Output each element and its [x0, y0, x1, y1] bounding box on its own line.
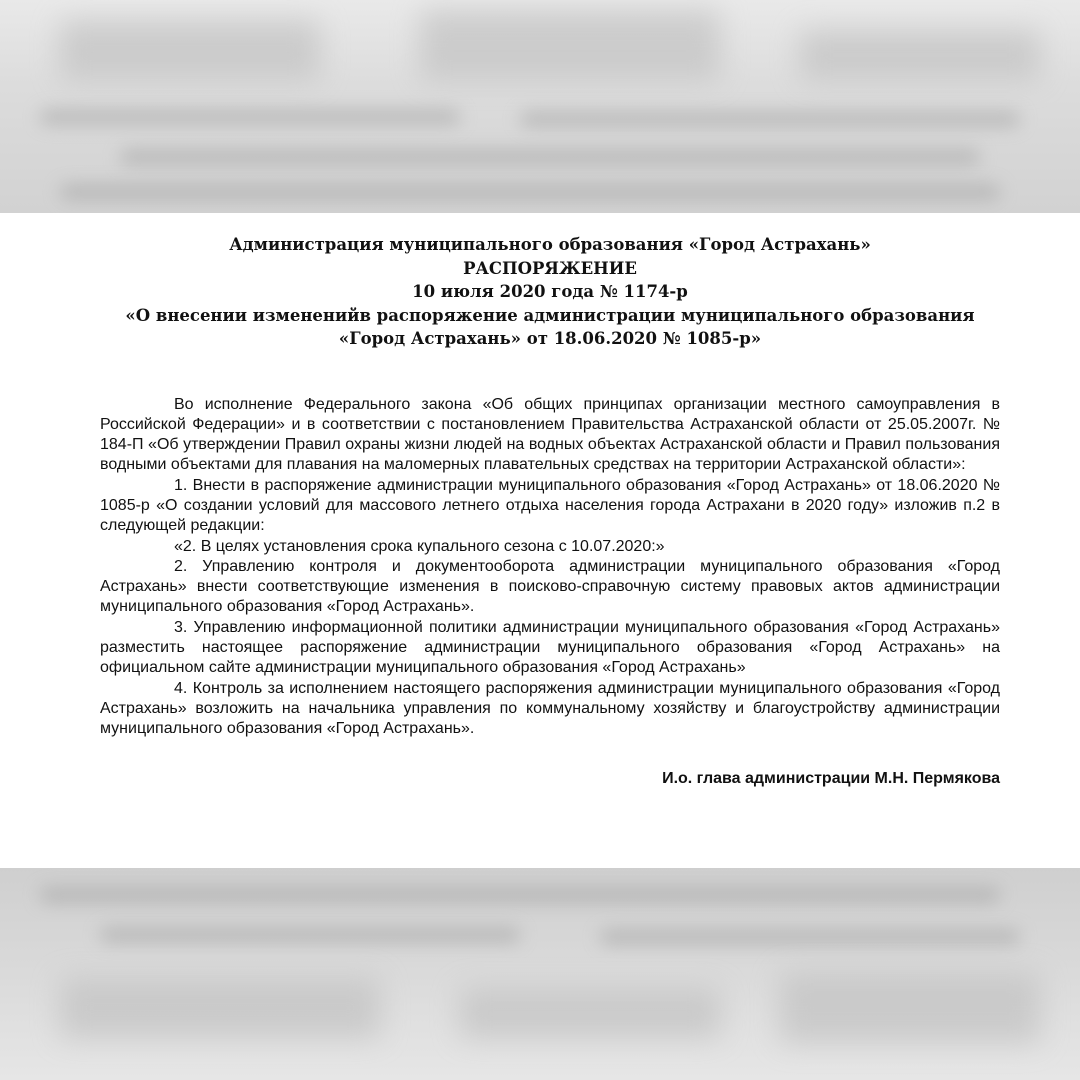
paragraph-item-3: 3. Управлению информационной политики администрации муниципального образования «Город Астрахань» разместить настоящее распоряжение администрации муниципального образования «Город Астрахань» на официальном сайте администрации муниципального образования «Город Астрахань» [100, 618, 1000, 677]
blurred-background-top [0, 0, 1080, 213]
document-body [100, 395, 1000, 740]
paragraph-item-4: 4. Контроль за исполнением настоящего распоряжения администрации муниципального образования «Город Астрахань» возложить на начальника управления по коммунальному хозяйству и благоустройству администрации муниципального образования «Город Астрахань». [100, 679, 1000, 738]
paragraph-item-1: 1. Внести в распоряжение администрации муниципального образования «Город Астрахань» от 18.06.2020 № 1085-р «О создании условий для массового летнего отдыха населения города Астрахани в 2020 году» изложив п.2 в следующей редакции: [100, 476, 1000, 535]
document-type: РАСПОРЯЖЕНИЕ [463, 258, 637, 278]
document-title-line-1: «О внесении измененийв распоряжение администрации муниципального образования [125, 305, 975, 325]
document-date-number: 10 июля 2020 года № 1174-р [412, 282, 688, 301]
organization-name: Администрация муниципального образования «Город Астрахань» [229, 235, 871, 254]
paragraph-preamble: Во исполнение Федерального закона «Об общих принципах организации местного самоуправления в Российской Федерации» и в соответствии с постановлением Правительства Астраханской области от 25.05.2007г. № 184-П «Об утверждении Правил охраны жизни людей на водных объектах Астраханской области и Правил пользования водными объектами для плавания на маломерных плавательных средствах на территории Астраханской области»: [100, 395, 1000, 474]
document-page [0, 213, 1080, 868]
paragraph-quote: «2. В целях установления срока купального сезона с 10.07.2020:» [174, 537, 665, 555]
paragraph-item-2: 2. Управлению контроля и документооборота администрации муниципального образования «Город Астрахань» внести соответствующие изменения в поисково-справочную систему правовых актов администрации муниципального образования «Город Астрахань». [100, 557, 1000, 616]
blurred-background-bottom [0, 868, 1080, 1080]
document-header [100, 233, 1000, 351]
document-title-line-2: «Город Астрахань» от 18.06.2020 № 1085-р» [338, 329, 762, 348]
signature-line: И.о. глава администрации М.Н. Пермякова [662, 769, 1000, 787]
